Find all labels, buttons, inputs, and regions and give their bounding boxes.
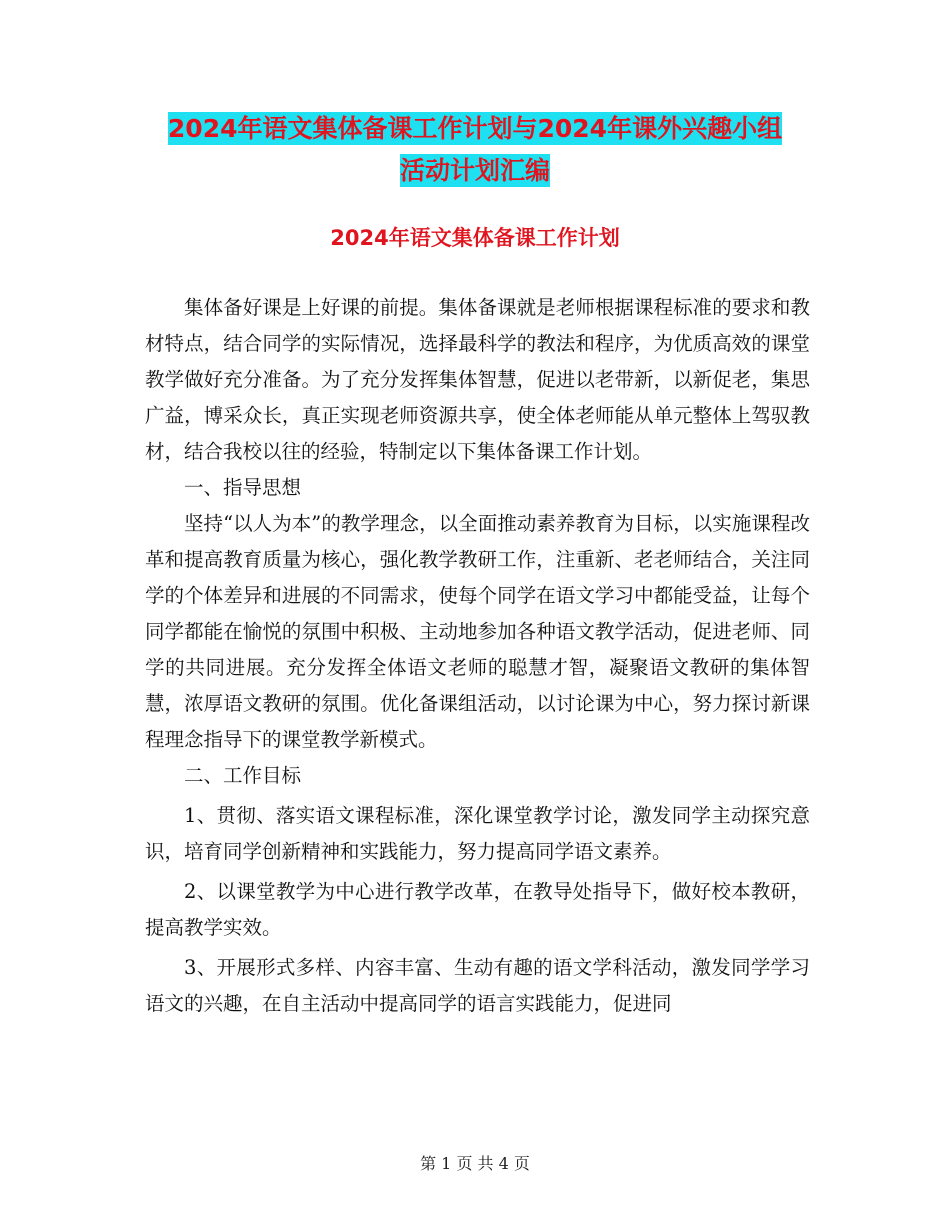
section-title: 2024年语文集体备课工作计划 [330, 226, 620, 250]
paragraph-goal-2: 2、以课堂教学为中心进行教学改革，在教导处指导下，做好校本教研，提高教学实效。 [145, 880, 810, 939]
paragraph-goal-3: 3、开展形式多样、内容丰富、生动有趣的语文学科活动，激发同学学习语文的兴趣，在自主活动中提高同学的语言实践能力，促进同 [145, 956, 810, 1015]
paragraph-goal-1: 1、贯彻、落实语文课程标准，深化课堂教学讨论，激发同学主动探究意识，培育同学创新精神和实践能力，努力提高同学语文素养。 [145, 804, 810, 863]
paragraph-intro: 集体备好课是上好课的前提。集体备课就是老师根据课程标准的要求和教材特点，结合同学的实际情况，选择最科学的教法和程序，为优质高效的课堂教学做好充分准备。为了充分发挥集体智慧，促进以老带新，以新促老，集思广益，博采众长，真正实现老师资源共享，使全体老师能从单元整体上驾驭教材，结合我校以往的经验，特制定以下集体备课工作计划。 [145, 296, 810, 463]
paragraph-guiding-ideology: 坚持“以人为本”的教学理念，以全面推动素养教育为目标，以实施课程改革和提高教育质量为核心，强化教学教研工作，注重新、老老师结合，关注同学的个体差异和进展的不同需求，使每个同学在语文学习中都能受益，让每个同学都能在愉悦的氛围中积极、主动地参加各种语文教学活动，促进老师、同学的共同进展。充分发挥全体语文老师的聪慧才智，凝聚语文教研的集体智慧，浓厚语文教研的氛围。优化备课组活动，以讨论课为中心，努力探讨新课程理念指导下的课堂教学新模式。 [145, 512, 810, 751]
heading-guiding-ideology: 一、指导思想 [184, 476, 302, 499]
heading-work-goals: 二、工作目标 [184, 764, 302, 787]
document-title [0, 108, 950, 192]
document-title-line-1: 2024年语文集体备课工作计划与2024年课外兴趣小组 [167, 114, 783, 143]
document-body [145, 290, 810, 1022]
document-title-line-2: 活动计划汇编 [399, 156, 550, 185]
page-footer: 第 1 页 共 4 页 [420, 1154, 530, 1173]
